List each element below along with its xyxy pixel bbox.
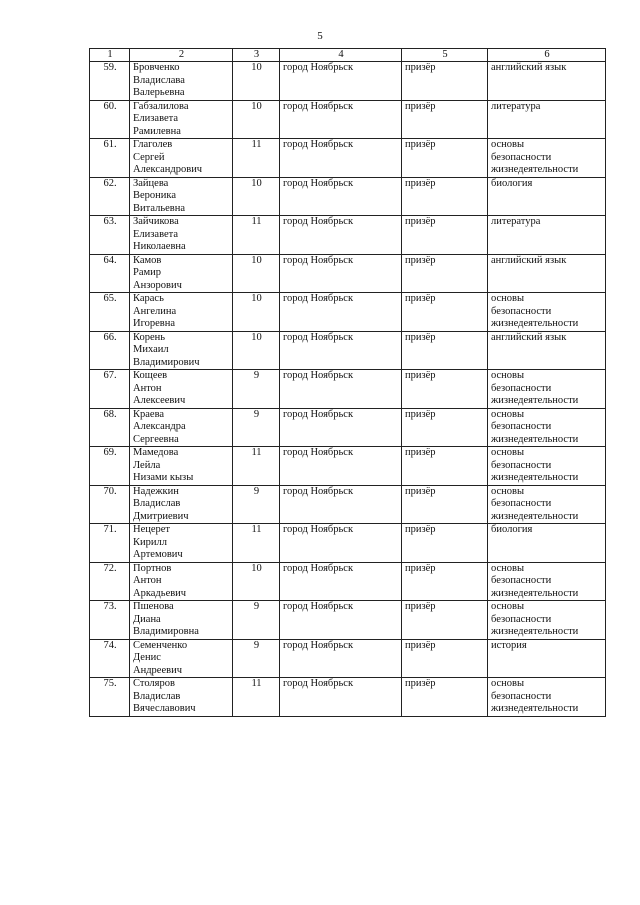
row-number: 66. — [90, 331, 130, 370]
header-col-1: 1 — [90, 49, 130, 62]
grade-cell: 11 — [233, 216, 280, 255]
table-row — [90, 447, 606, 486]
row-number: 60. — [90, 100, 130, 139]
table-row — [90, 678, 606, 717]
participant-name: Кощеев Антон Алексеевич — [130, 370, 233, 409]
participant-name: Краева Александра Сергеевна — [130, 408, 233, 447]
header-col-3: 3 — [233, 49, 280, 62]
grade-cell: 10 — [233, 562, 280, 601]
status-cell: призёр — [402, 524, 488, 563]
table-row — [90, 254, 606, 293]
participant-name: Пшенова Диана Владимировна — [130, 601, 233, 640]
status-cell: призёр — [402, 254, 488, 293]
row-number: 71. — [90, 524, 130, 563]
table-row — [90, 331, 606, 370]
row-number: 69. — [90, 447, 130, 486]
status-cell: призёр — [402, 639, 488, 678]
status-cell: призёр — [402, 177, 488, 216]
subject-cell: английский язык — [488, 62, 606, 101]
status-cell: призёр — [402, 601, 488, 640]
status-cell: призёр — [402, 408, 488, 447]
participant-name: Глаголев Сергей Александрович — [130, 139, 233, 178]
row-number: 70. — [90, 485, 130, 524]
winners-table — [89, 48, 606, 717]
subject-cell: биология — [488, 177, 606, 216]
row-number: 68. — [90, 408, 130, 447]
table-row — [90, 100, 606, 139]
participant-name: Зайцева Вероника Витальевна — [130, 177, 233, 216]
header-col-6: 6 — [488, 49, 606, 62]
subject-cell: английский язык — [488, 254, 606, 293]
grade-cell: 10 — [233, 62, 280, 101]
header-col-4: 4 — [280, 49, 402, 62]
header-col-5: 5 — [402, 49, 488, 62]
table-row — [90, 485, 606, 524]
subject-cell: литература — [488, 100, 606, 139]
participant-name: Надежкин Владислав Дмитриевич — [130, 485, 233, 524]
city-cell: город Ноябрьск — [280, 216, 402, 255]
grade-cell: 11 — [233, 447, 280, 486]
participant-name: Семенченко Денис Андреевич — [130, 639, 233, 678]
row-number: 63. — [90, 216, 130, 255]
row-number: 73. — [90, 601, 130, 640]
subject-cell: основы безопасности жизнедеятельности — [488, 678, 606, 717]
participant-name: Зайчикова Елизавета Николаевна — [130, 216, 233, 255]
status-cell: призёр — [402, 139, 488, 178]
row-number: 64. — [90, 254, 130, 293]
grade-cell: 11 — [233, 139, 280, 178]
table-row — [90, 370, 606, 409]
status-cell: призёр — [402, 447, 488, 486]
table-row — [90, 62, 606, 101]
city-cell: город Ноябрьск — [280, 331, 402, 370]
table-row — [90, 601, 606, 640]
city-cell: город Ноябрьск — [280, 293, 402, 332]
table-row — [90, 408, 606, 447]
subject-cell: основы безопасности жизнедеятельности — [488, 447, 606, 486]
subject-cell: литература — [488, 216, 606, 255]
header-col-2: 2 — [130, 49, 233, 62]
grade-cell: 9 — [233, 639, 280, 678]
table-row — [90, 639, 606, 678]
table-row — [90, 562, 606, 601]
city-cell: город Ноябрьск — [280, 100, 402, 139]
row-number: 67. — [90, 370, 130, 409]
city-cell: город Ноябрьск — [280, 139, 402, 178]
subject-cell: основы безопасности жизнедеятельности — [488, 293, 606, 332]
grade-cell: 10 — [233, 331, 280, 370]
grade-cell: 10 — [233, 100, 280, 139]
table-body — [90, 62, 606, 717]
grade-cell: 11 — [233, 678, 280, 717]
table-row — [90, 216, 606, 255]
table-row — [90, 293, 606, 332]
row-number: 74. — [90, 639, 130, 678]
header-row — [90, 49, 606, 62]
city-cell: город Ноябрьск — [280, 678, 402, 717]
city-cell: город Ноябрьск — [280, 639, 402, 678]
row-number: 75. — [90, 678, 130, 717]
status-cell: призёр — [402, 216, 488, 255]
status-cell: призёр — [402, 331, 488, 370]
subject-cell: основы безопасности жизнедеятельности — [488, 601, 606, 640]
grade-cell: 9 — [233, 485, 280, 524]
participant-name: Карась Ангелина Игоревна — [130, 293, 233, 332]
city-cell: город Ноябрьск — [280, 562, 402, 601]
status-cell: призёр — [402, 100, 488, 139]
participant-name: Бровченко Владислава Валерьевна — [130, 62, 233, 101]
status-cell: призёр — [402, 293, 488, 332]
subject-cell: английский язык — [488, 331, 606, 370]
grade-cell: 11 — [233, 524, 280, 563]
row-number: 72. — [90, 562, 130, 601]
subject-cell: биология — [488, 524, 606, 563]
row-number: 61. — [90, 139, 130, 178]
row-number: 59. — [90, 62, 130, 101]
participant-name: Мамедова Лейла Низами кызы — [130, 447, 233, 486]
subject-cell: основы безопасности жизнедеятельности — [488, 485, 606, 524]
table-row — [90, 139, 606, 178]
participant-name: Нецерет Кирилл Артемович — [130, 524, 233, 563]
city-cell: город Ноябрьск — [280, 447, 402, 486]
city-cell: город Ноябрьск — [280, 62, 402, 101]
grade-cell: 10 — [233, 254, 280, 293]
grade-cell: 9 — [233, 408, 280, 447]
city-cell: город Ноябрьск — [280, 254, 402, 293]
city-cell: город Ноябрьск — [280, 485, 402, 524]
city-cell: город Ноябрьск — [280, 524, 402, 563]
row-number: 62. — [90, 177, 130, 216]
status-cell: призёр — [402, 485, 488, 524]
city-cell: город Ноябрьск — [280, 177, 402, 216]
participant-name: Портнов Антон Аркадьевич — [130, 562, 233, 601]
subject-cell: основы безопасности жизнедеятельности — [488, 370, 606, 409]
subject-cell: основы безопасности жизнедеятельности — [488, 408, 606, 447]
page-number: 5 — [317, 30, 323, 42]
status-cell: призёр — [402, 370, 488, 409]
status-cell: призёр — [402, 678, 488, 717]
subject-cell: история — [488, 639, 606, 678]
participant-name: Корень Михаил Владимирович — [130, 331, 233, 370]
status-cell: призёр — [402, 562, 488, 601]
city-cell: город Ноябрьск — [280, 601, 402, 640]
table-row — [90, 524, 606, 563]
participant-name: Камов Рамир Анзорович — [130, 254, 233, 293]
participant-name: Габзалилова Елизавета Рамилевна — [130, 100, 233, 139]
participant-name: Столяров Владислав Вячеславович — [130, 678, 233, 717]
grade-cell: 9 — [233, 370, 280, 409]
city-cell: город Ноябрьск — [280, 370, 402, 409]
subject-cell: основы безопасности жизнедеятельности — [488, 139, 606, 178]
subject-cell: основы безопасности жизнедеятельности — [488, 562, 606, 601]
city-cell: город Ноябрьск — [280, 408, 402, 447]
table-row — [90, 177, 606, 216]
status-cell: призёр — [402, 62, 488, 101]
grade-cell: 9 — [233, 601, 280, 640]
grade-cell: 10 — [233, 293, 280, 332]
row-number: 65. — [90, 293, 130, 332]
grade-cell: 10 — [233, 177, 280, 216]
